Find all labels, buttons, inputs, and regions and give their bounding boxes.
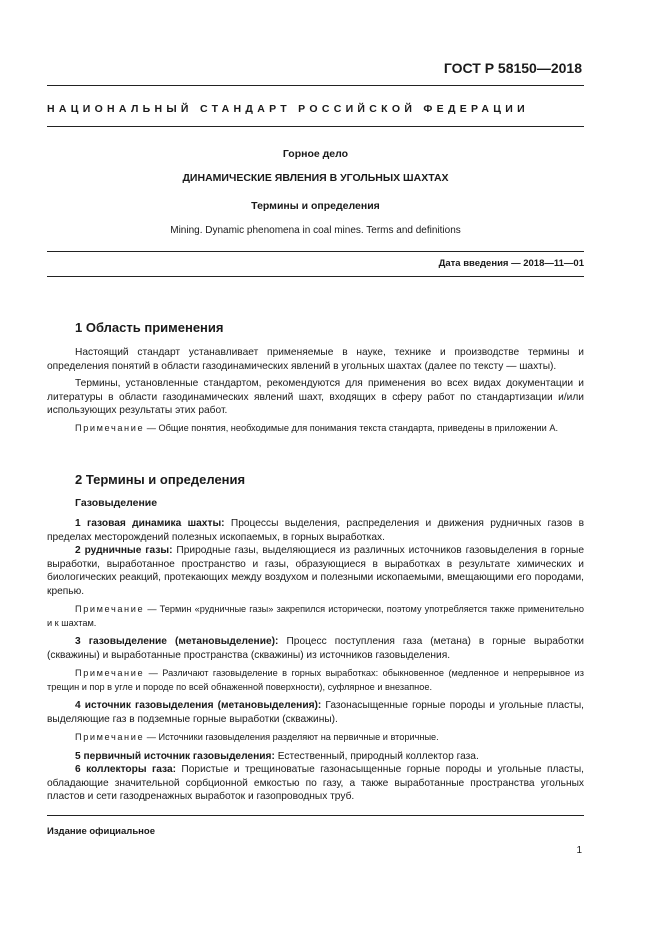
document-subtitle: Термины и определения: [251, 200, 380, 212]
term: 4 источник газовыделения (метановыделения):: [75, 700, 322, 711]
note: [47, 667, 584, 694]
introduction-date: Дата введения — 2018—11—01: [438, 258, 584, 269]
note: [47, 422, 584, 436]
title-rule: [47, 251, 584, 252]
note-text: — Общие понятия, необходимые для понимания текста стандарта, приведены в приложении А.: [144, 422, 559, 433]
paragraph: Настоящий стандарт устанавливает применяемые в науке, технике и производстве термины и определения понятий в области газодинамических явлений в угольных шахтах (далее по тексту — шахты).: [47, 347, 584, 372]
date-rule: [47, 276, 584, 277]
definition: Пористые и трещиноватые газонасыщенные горные породы и угольные пласты, обладающие значительной сорбционной емкостью по газу, а также выработанные пространства угольных пластов и сети газодренажных выработок и газопроводных труб.: [47, 764, 584, 802]
term-entry: [47, 750, 584, 764]
term-entry: [47, 763, 584, 804]
term: 1 газовая динамика шахты:: [75, 518, 225, 529]
term-entry: [47, 517, 584, 544]
definition: Естественный, природный коллектор газа.: [274, 750, 479, 762]
edition-label: Издание официальное: [47, 826, 155, 837]
note: [47, 731, 584, 745]
note-label: Примечание: [75, 604, 145, 614]
note-text: — Различают газовыделение в горных выработках: обыкновенное (медленное и непрерывное из трещин и пор в угле и породе по всей обнаженной поверхности), суфлярное и внезапное.: [47, 668, 584, 692]
note-label: Примечание: [75, 732, 145, 742]
note-label: Примечание: [75, 422, 145, 433]
footer-rule: [47, 815, 584, 816]
section-2-heading: 2 Термины и определения: [75, 472, 246, 487]
term: 2 рудничные газы:: [75, 545, 173, 556]
note-text: — Источники газовыделения разделяют на первичные и вторичные.: [144, 732, 439, 742]
term: 3 газовыделение (метановыделение):: [75, 636, 279, 647]
document-field: Горное дело: [282, 148, 349, 160]
term: 5 первичный источник газовыделения:: [75, 750, 275, 762]
section-2-body: [47, 517, 584, 804]
standard-number: ГОСТ Р 58150—2018: [443, 60, 582, 76]
note-label: Примечание: [75, 668, 145, 678]
definition: Процессы выделения, распределения и движения рудничных газов в пределах месторождений полезных ископаемых, в горных выработках.: [47, 518, 585, 543]
term-entry: [47, 699, 584, 726]
definition: Газонасыщенные горные породы и угольные пласты, выделяющие газ в подземные горные выработки (скважины).: [47, 700, 584, 725]
national-standard-banner: НАЦИОНАЛЬНЫЙ СТАНДАРТ РОССИЙСКОЙ ФЕДЕРАЦИИ: [47, 103, 529, 115]
definition: Природные газы, выделяющиеся из различных источников газовыделения в горные выработки, выработанное пространство и газы, образующиеся в выработках в результате химических и биологических реакций, протекающих между воздухом и полезными ископаемыми, вмещающими его породами, крепью.: [47, 545, 584, 597]
section-1-body: [47, 346, 584, 435]
paragraph: Термины, установленные стандартом, рекомендуются для применения во всех видах документации и литературы в области газодинамических явлений шахт, входящих в сферу работ по стандартизации и/или использующих результаты этих работ.: [47, 378, 584, 416]
term-entry: [47, 635, 584, 662]
banner-rule: [47, 126, 584, 127]
page-number: 1: [576, 845, 582, 856]
term-entry: [47, 544, 584, 598]
section-1-heading: 1 Область применения: [75, 320, 224, 335]
definition: Процесс поступления газа (метана) в горные выработки (скважины) и выработанные пространства (скважины) из источников газовыделения.: [47, 636, 584, 661]
document-title: ДИНАМИЧЕСКИЕ ЯВЛЕНИЯ В УГОЛЬНЫХ ШАХТАХ: [182, 172, 449, 184]
top-rule: [47, 85, 584, 86]
section-2-subheading: Газовыделение: [75, 497, 158, 509]
term: 6 коллекторы газа:: [75, 764, 177, 775]
note: [47, 603, 584, 630]
note-text: — Термин «рудничные газы» закрепился исторически, поэтому употребляется также применительно и к шахтам.: [47, 604, 584, 628]
english-title: Mining. Dynamic phenomena in coal mines. Terms and definitions: [170, 225, 461, 236]
